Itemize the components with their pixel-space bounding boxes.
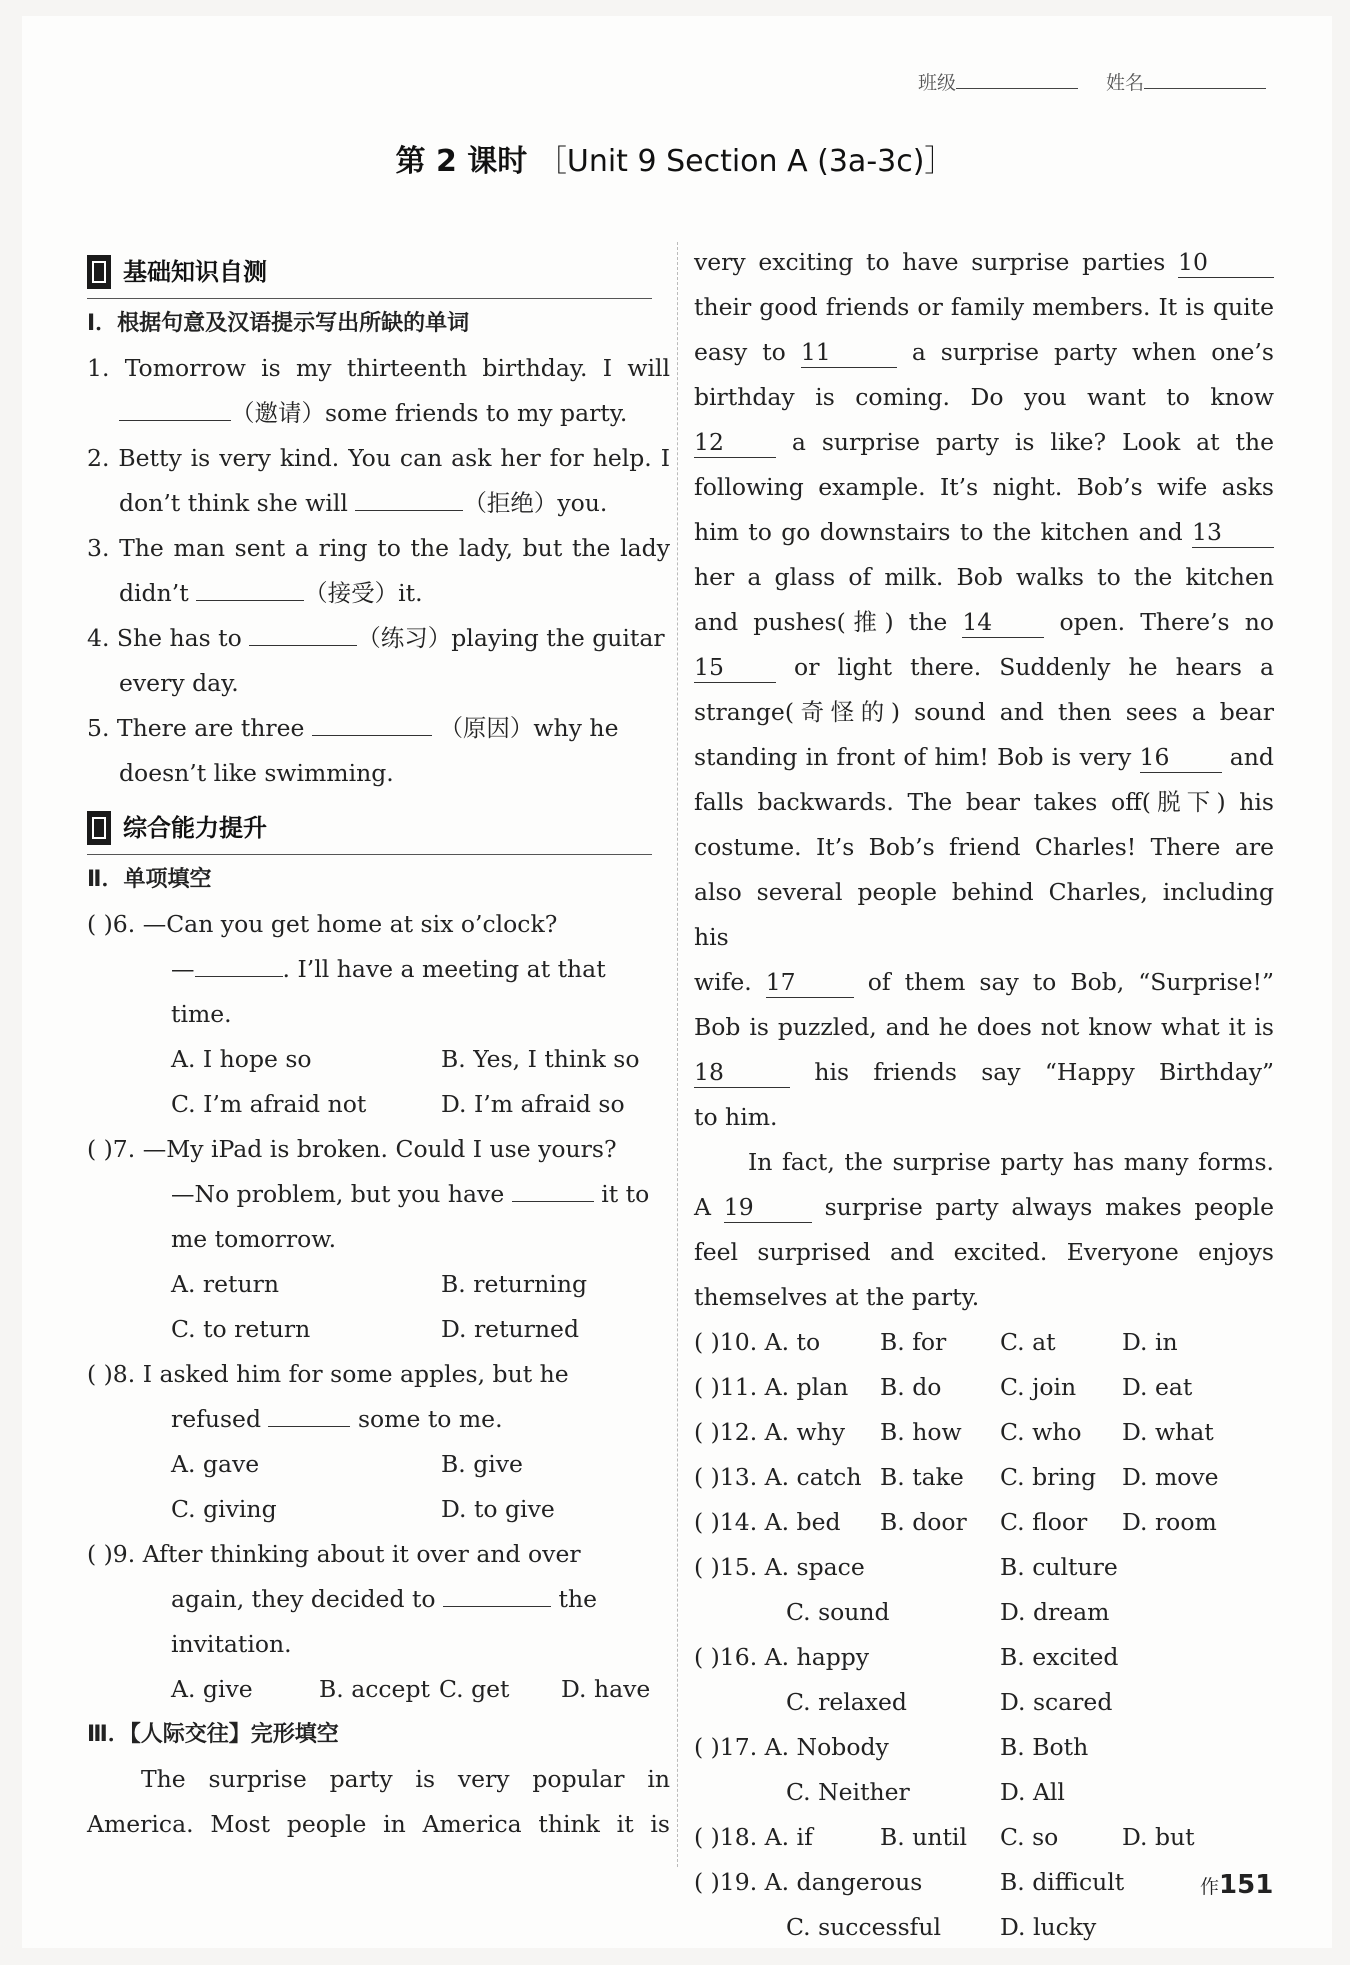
section-heading-text: 综合能力提升 [123, 813, 267, 842]
passage-text: and [1229, 743, 1274, 771]
passage-text: standing in front of him! Bob is very [694, 743, 1132, 771]
q19-option-c[interactable]: C. successful [786, 1913, 941, 1941]
section-heading-text: 基础知识自测 [123, 257, 267, 286]
q19-options-2 [694, 1905, 1274, 1950]
passage-text: very exciting to have surprise parties [694, 248, 1166, 276]
passage-line-b: America. Most people in America think it is [87, 1810, 670, 1838]
q2-pre: don’t think she will [119, 489, 348, 517]
passage-text: or light there. Suddenly he hears a [794, 653, 1274, 681]
part1-title: Ⅰ．根据句意及汉语提示写出所缺的单词 [87, 311, 470, 336]
passage-text: his friends say “Happy Birthday” [814, 1058, 1274, 1086]
q16-option-d[interactable]: D. scared [1000, 1688, 1113, 1716]
q6-option-c[interactable]: C. I’m afraid not [171, 1090, 367, 1118]
q14-option-c[interactable]: C. floor [1000, 1508, 1088, 1536]
passage-text: easy to [694, 338, 786, 366]
q15-option-d[interactable]: D. dream [1000, 1598, 1110, 1626]
section-heading-advanced [87, 802, 652, 855]
q3-pre: didn’t [119, 579, 189, 607]
unit-label: ［Unit 9 Section A (3a-3c)］ [536, 144, 955, 179]
footer-prefix: 作 [1200, 1876, 1220, 1898]
q7-line2 [87, 1172, 670, 1217]
q2-post: （拒绝）you. [463, 489, 608, 517]
q18-options [694, 1815, 1274, 1860]
q17-option-c[interactable]: C. Neither [786, 1778, 910, 1806]
q3-post: （接受）it. [304, 579, 423, 607]
q8-pre: refused [171, 1405, 261, 1433]
q15-option-c[interactable]: C. sound [786, 1598, 890, 1626]
name-field [1106, 68, 1266, 95]
q15-options-2 [694, 1590, 1274, 1635]
q9-post: the [558, 1585, 598, 1613]
q14-option-d[interactable]: D. room [1122, 1508, 1217, 1536]
passage-line-16 [694, 960, 1274, 1005]
passage-text: him to go downstairs to the kitchen and [694, 518, 1183, 546]
passage-line-19: to him. [694, 1103, 778, 1131]
passage-text: of them say to Bob, “Surprise!” [867, 968, 1274, 996]
blank-13[interactable]: 13 [1192, 517, 1274, 548]
q7-line3: me tomorrow. [171, 1225, 337, 1253]
passage-line-9 [694, 600, 1274, 645]
passage-line-20: In fact, the surprise party has many forms. [748, 1148, 1274, 1176]
section-heading-basic [87, 246, 652, 299]
passage-text: a surprise party when one’s [911, 338, 1274, 366]
q8-option-a[interactable]: A. gave [171, 1450, 260, 1478]
q11-options [694, 1365, 1274, 1410]
q4-post: （练习）playing the guitar [357, 624, 665, 652]
q9-options [87, 1667, 670, 1712]
q11-option-c[interactable]: C. join [1000, 1373, 1077, 1401]
passage-text: wife. [694, 968, 752, 996]
q8-option-c[interactable]: C. giving [171, 1495, 277, 1523]
q14-option-a[interactable]: ( )14. A. bed [694, 1508, 841, 1536]
q6-line2: — . I’ll have a meeting at that [87, 947, 670, 992]
passage-text: and pushes(推) the [694, 608, 948, 636]
blank-16[interactable]: 16 [1140, 742, 1222, 773]
q6-blank[interactable] [195, 950, 283, 977]
q10-option-c[interactable]: C. at [1000, 1328, 1056, 1356]
class-field [918, 68, 1078, 95]
q15-option-a[interactable]: ( )15. A. space [694, 1553, 865, 1581]
q6-option-b[interactable]: B. Yes, I think so [441, 1045, 640, 1073]
passage-text: A [694, 1193, 711, 1221]
q6-option-d[interactable]: D. I’m afraid so [441, 1090, 625, 1118]
q17-options-2 [694, 1770, 1274, 1815]
passage-line-10 [694, 645, 1274, 690]
q19-option-b[interactable]: B. difficult [1000, 1868, 1125, 1896]
q2-line2 [87, 481, 670, 526]
passage-line-22: feel surprised and excited. Everyone enjoys [694, 1238, 1274, 1266]
q2-blank[interactable] [355, 484, 463, 511]
passage-line-5 [694, 420, 1274, 465]
q11-option-a[interactable]: ( )11. A. plan [694, 1373, 849, 1401]
blank-14[interactable]: 14 [962, 607, 1044, 638]
q15-option-b[interactable]: B. culture [1000, 1553, 1118, 1581]
q19-options [694, 1860, 1274, 1905]
q16-option-a[interactable]: ( )16. A. happy [694, 1643, 870, 1671]
q1-line2 [87, 391, 670, 436]
class-label: 班级 [918, 72, 957, 94]
q7-option-c[interactable]: C. to return [171, 1315, 311, 1343]
passage-line-15: also several people behind Charles, including his [694, 878, 1274, 951]
part3-title: Ⅲ．【人际交往】完形填空 [87, 1722, 339, 1747]
page-number: 151 [1219, 1870, 1274, 1900]
q12-options [694, 1410, 1274, 1455]
page-title [0, 136, 1350, 180]
q4-blank[interactable] [249, 619, 357, 646]
q9-option-d[interactable]: D. have [561, 1675, 651, 1703]
passage-line-11: strange(奇怪的) sound and then sees a bear [694, 698, 1274, 726]
q14-option-b[interactable]: B. door [880, 1508, 967, 1536]
q8-blank[interactable] [268, 1400, 350, 1427]
q17-option-a[interactable]: ( )17. A. Nobody [694, 1733, 889, 1761]
passage-line-3 [694, 330, 1274, 375]
q5-blank[interactable] [312, 709, 432, 736]
q13-option-a[interactable]: ( )13. A. catch [694, 1463, 862, 1491]
q8-post: some to me. [357, 1405, 503, 1433]
name-label: 姓名 [1106, 72, 1145, 94]
q12-option-d[interactable]: D. what [1122, 1418, 1214, 1446]
q8-line2 [87, 1397, 670, 1442]
q4-pre: 4. She has to [87, 624, 242, 652]
q19-option-d[interactable]: D. lucky [1000, 1913, 1097, 1941]
q18-option-a[interactable]: ( )18. A. if [694, 1823, 813, 1851]
q5-pre: 5. There are three [87, 714, 305, 742]
class-blank[interactable] [956, 68, 1078, 89]
passage-text: a surprise party is like? Look at the [791, 428, 1274, 456]
q1-line1: 1. Tomorrow is my thirteenth birthday. I will [87, 354, 670, 382]
q5-line1 [87, 706, 670, 751]
q10-options [694, 1320, 1274, 1365]
passage-line-17: Bob is puzzled, and he does not know what it is [694, 1013, 1274, 1041]
passage-line-12 [694, 735, 1274, 780]
q19-option-a[interactable]: ( )19. A. dangerous [694, 1868, 923, 1896]
lesson-label: 第 2 课时 [395, 144, 528, 179]
right-column [694, 240, 1274, 1950]
q7-post: it to [601, 1180, 650, 1208]
q12-option-a[interactable]: ( )12. A. why [694, 1418, 846, 1446]
q6-options [87, 1037, 670, 1127]
q16-options [694, 1635, 1274, 1680]
q6-post: . I’ll have a meeting at that [282, 955, 606, 983]
q16-options-2 [694, 1680, 1274, 1725]
q13-options [694, 1455, 1274, 1500]
q14-options [694, 1500, 1274, 1545]
passage-line-13: falls backwards. The bear takes off(脱下) his [694, 788, 1274, 816]
q9-option-c[interactable]: C. get [439, 1675, 510, 1703]
passage-line-6: following example. It’s night. Bob’s wife asks [694, 473, 1274, 501]
q13-option-b[interactable]: B. take [880, 1463, 964, 1491]
passage-line-18 [694, 1050, 1274, 1095]
blank-11[interactable]: 11 [801, 337, 897, 368]
passage-line-21 [694, 1185, 1274, 1230]
name-blank[interactable] [1144, 68, 1266, 89]
passage-line-4: birthday is coming. Do you want to know [694, 383, 1274, 411]
passage-line-14: costume. It’s Bob’s friend Charles! There are [694, 833, 1274, 861]
q7-option-d[interactable]: D. returned [441, 1315, 579, 1343]
page-footer [1200, 1870, 1273, 1900]
blank-10[interactable]: 10 [1178, 247, 1274, 278]
q9-option-a[interactable]: A. give [171, 1675, 253, 1703]
part2-title: Ⅱ．单项填空 [87, 867, 212, 892]
q8-option-b[interactable]: B. give [441, 1450, 523, 1478]
q9-line2 [87, 1577, 670, 1622]
q6-line3: time. [171, 1000, 232, 1028]
q12-option-b[interactable]: B. how [880, 1418, 962, 1446]
q4-line1 [87, 616, 670, 661]
q12-option-c[interactable]: C. who [1000, 1418, 1082, 1446]
q7-option-a[interactable]: A. return [171, 1270, 279, 1298]
q8-options [87, 1442, 670, 1532]
q4-line2: every day. [119, 669, 239, 697]
q11-option-b[interactable]: B. do [880, 1373, 942, 1401]
q18-option-b[interactable]: B. until [880, 1823, 967, 1851]
q5-post: （原因）why he [439, 714, 619, 742]
q7-options [87, 1262, 670, 1352]
q10-option-d[interactable]: D. in [1122, 1328, 1178, 1356]
blank-19[interactable]: 19 [724, 1192, 812, 1223]
q9-pre: again, they decided to [171, 1585, 436, 1613]
q18-option-d[interactable]: D. but [1122, 1823, 1195, 1851]
passage-line-a: The surprise party is very popular in [141, 1765, 670, 1793]
q9-blank[interactable] [443, 1580, 551, 1607]
q13-option-d[interactable]: D. move [1122, 1463, 1219, 1491]
q6-option-a[interactable]: A. I hope so [171, 1045, 312, 1073]
q7-blank[interactable] [512, 1175, 594, 1202]
q5-line2: doesn’t like swimming. [119, 759, 394, 787]
q9-line1: ( )9. After thinking about it over and over [87, 1540, 581, 1568]
q17-option-d[interactable]: D. All [1000, 1778, 1065, 1806]
q1-blank[interactable] [119, 394, 231, 421]
passage-line-7 [694, 510, 1274, 555]
q3-line2 [87, 571, 670, 616]
passage-text: surprise party always makes people [824, 1193, 1274, 1221]
passage-line-23: themselves at the party. [694, 1283, 980, 1311]
blank-17[interactable]: 17 [766, 967, 854, 998]
q3-line1: 3. The man sent a ring to the lady, but the lady [87, 534, 670, 562]
q9-line3: invitation. [171, 1630, 292, 1658]
q17-options [694, 1725, 1274, 1770]
q13-option-c[interactable]: C. bring [1000, 1463, 1097, 1491]
q17-option-b[interactable]: B. Both [1000, 1733, 1089, 1761]
q2-line1: 2. Betty is very kind. You can ask her for help. I [87, 444, 670, 472]
passage-text: open. There’s no [1059, 608, 1274, 636]
q15-options [694, 1545, 1274, 1590]
passage-line-2: their good friends or family members. It is quite [694, 293, 1274, 321]
q10-option-b[interactable]: B. for [880, 1328, 947, 1356]
passage-line-8: her a glass of milk. Bob walks to the kitchen [694, 563, 1274, 591]
left-column [87, 246, 670, 1847]
q9-option-b[interactable]: B. accept [319, 1675, 430, 1703]
q18-option-c[interactable]: C. so [1000, 1823, 1059, 1851]
q8-line1: ( )8. I asked him for some apples, but he [87, 1360, 569, 1388]
blank-15[interactable]: 15 [694, 652, 776, 683]
q1-text: （邀请）some friends to my party. [231, 399, 628, 427]
q11-option-d[interactable]: D. eat [1122, 1373, 1193, 1401]
blank-12[interactable]: 12 [694, 427, 776, 458]
q10-option-a[interactable]: ( )10. A. to [694, 1328, 821, 1356]
passage-line-1 [694, 240, 1274, 285]
q7-pre: —No problem, but you have [171, 1180, 505, 1208]
section-icon [87, 255, 111, 289]
q16-option-b[interactable]: B. excited [1000, 1643, 1119, 1671]
q8-option-d[interactable]: D. to give [441, 1495, 555, 1523]
q16-option-c[interactable]: C. relaxed [786, 1688, 907, 1716]
section-icon [87, 811, 111, 845]
blank-18[interactable]: 18 [694, 1057, 790, 1088]
q7-option-b[interactable]: B. returning [441, 1270, 587, 1298]
q7-line1: ( )7. —My iPad is broken. Could I use yours? [87, 1135, 617, 1163]
q6-line1: ( )6. —Can you get home at six o’clock? [87, 910, 558, 938]
q3-blank[interactable] [196, 574, 304, 601]
